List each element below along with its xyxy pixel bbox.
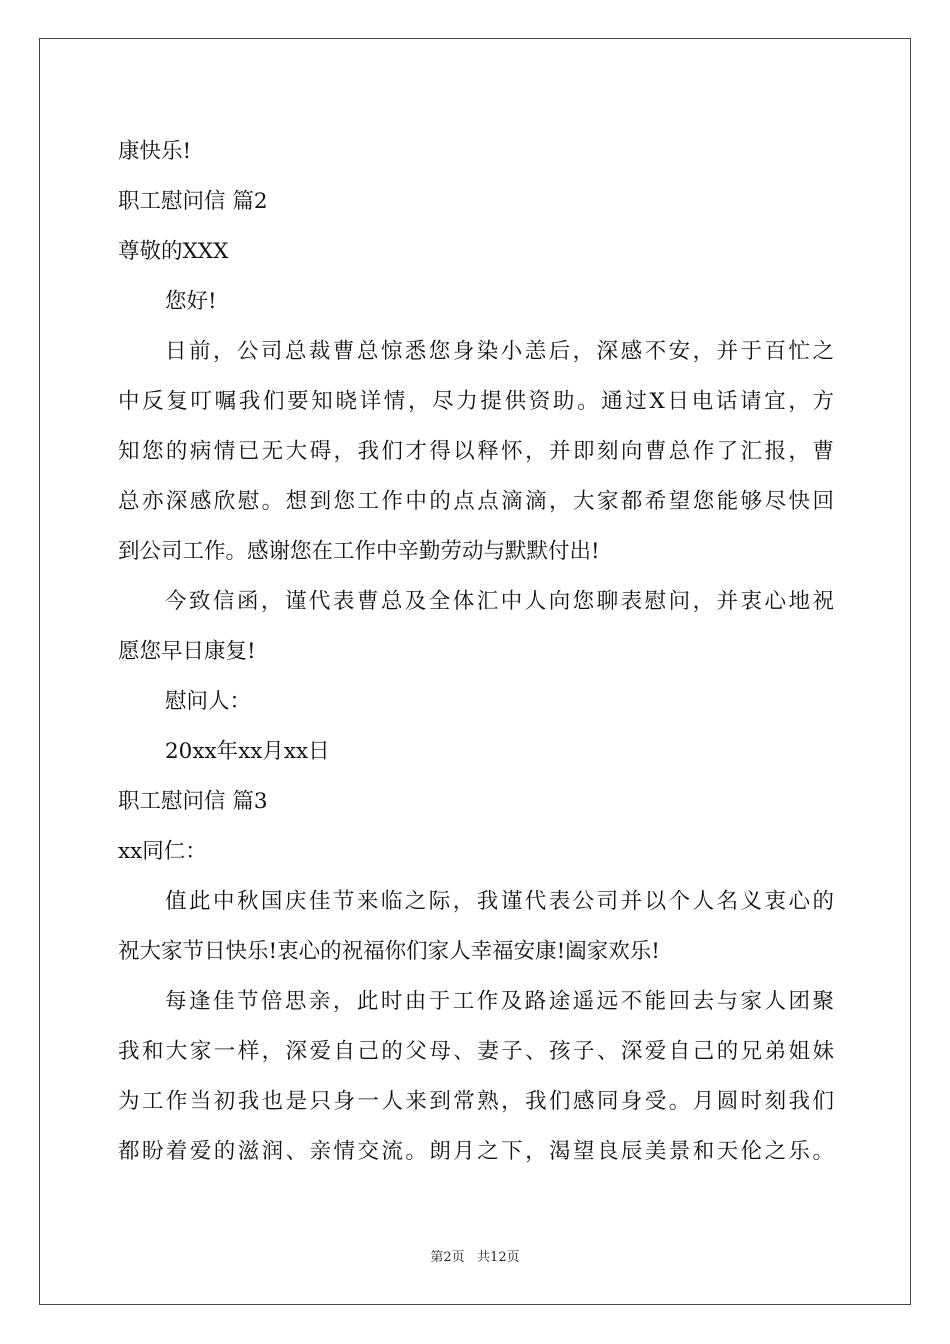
- section-heading: 职工慰问信 篇3: [118, 789, 268, 814]
- date-line: 20xx年xx月xx日: [165, 739, 330, 764]
- text-line: 知您的病情已无大碍，我们才得以释怀，并即刻向曹总作了汇报，曹: [118, 439, 834, 464]
- signature-label: 慰问人：: [165, 689, 252, 714]
- text-line: 我和大家一样，深爱自己的父母、妻子、孩子、深爱自己的兄弟姐妹: [118, 1039, 834, 1064]
- text-line: 祝大家节日快乐!衷心的祝福你们家人幸福安康!阖家欢乐!: [118, 939, 660, 964]
- text-line: 为工作当初我也是只身一人来到常熟，我们感同身受。月圆时刻我们: [118, 1089, 834, 1114]
- document-body: [118, 127, 834, 1177]
- text-line: 每逢佳节倍思亲，此时由于工作及路途遥远不能回去与家人团聚: [165, 989, 834, 1014]
- salutation: xx同仁：: [118, 839, 207, 864]
- text-line: 日前，公司总裁曹总惊悉您身染小恙后，深感不安，并于百忙之: [165, 339, 834, 364]
- text-line: 康快乐!: [118, 139, 192, 164]
- text-line: 都盼着爱的滋润、亲情交流。朗月之下，渴望良辰美景和天伦之乐。: [118, 1139, 834, 1164]
- text-line: 总亦深感欣慰。想到您工作中的点点滴滴，大家都希望您能够尽快回: [118, 489, 834, 514]
- text-line: 今致信函，谨代表曹总及全体汇中人向您聊表慰问，并衷心地祝: [165, 589, 834, 614]
- text-line: 到公司工作。感谢您在工作中辛勤劳动与默默付出!: [118, 539, 600, 564]
- section-heading: 职工慰问信 篇2: [118, 189, 268, 214]
- page-number-footer: 第2页 共12页: [430, 1250, 520, 1265]
- text-line: 中反复叮嘱我们要知晓详情，尽力提供资助。通过X日电话请宜，方: [118, 389, 834, 414]
- greeting: 您好!: [165, 289, 217, 314]
- text-line: 值此中秋国庆佳节来临之际，我谨代表公司并以个人名义衷心的: [165, 889, 834, 914]
- salutation: 尊敬的XXX: [118, 239, 229, 264]
- text-line: 愿您早日康复!: [118, 639, 256, 664]
